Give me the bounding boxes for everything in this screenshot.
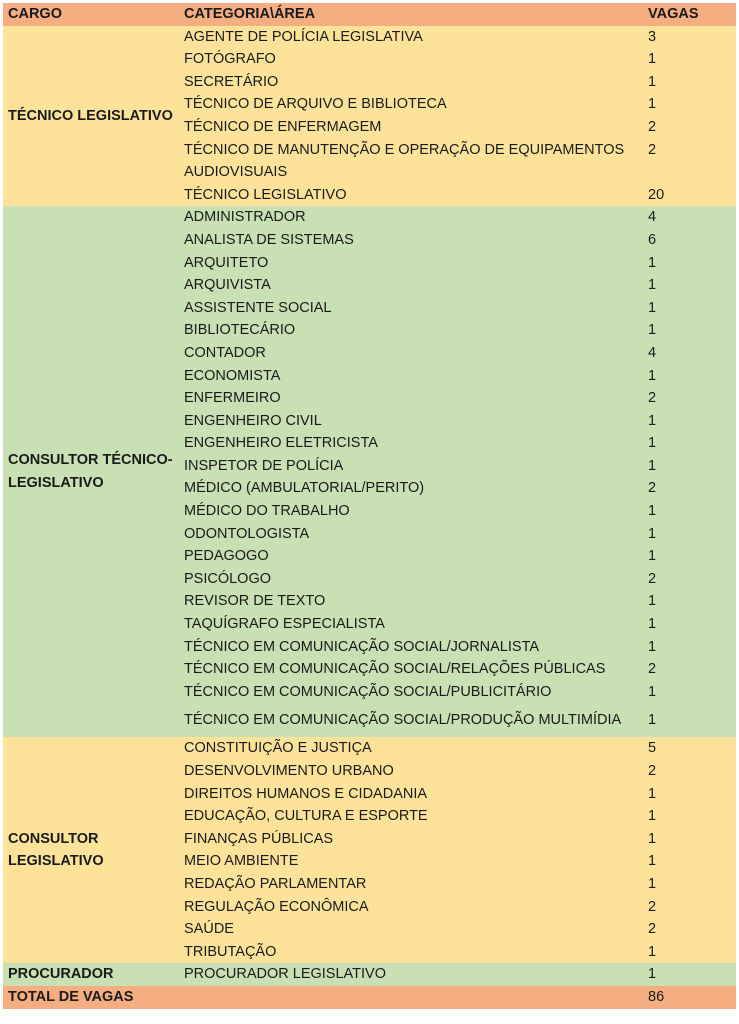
categoria-cell: TÉCNICO DE MANUTENÇÃO E OPERAÇÃO DE EQUIPAMENTOS [184, 141, 625, 158]
vagas-cell: 2 [648, 390, 657, 407]
vagas-cell: 2 [648, 480, 657, 497]
categoria-cell: SECRETÁRIO [184, 73, 279, 90]
vagas-cell: 2 [648, 921, 657, 938]
categoria-cell: TÉCNICO EM COMUNICAÇÃO SOCIAL/PUBLICITÁRIO [184, 683, 552, 700]
categoria-cell: TÉCNICO LEGISLATIVO [184, 186, 347, 203]
categoria-cell: MÉDICO DO TRABALHO [184, 503, 350, 520]
categoria-cell: ASSISTENTE SOCIAL [184, 299, 332, 316]
categoria-cell: SAÚDE [184, 921, 234, 938]
vagas-cell: 1 [648, 503, 657, 520]
table-row [3, 737, 736, 760]
vagas-cell: 2 [648, 141, 657, 158]
vagas-cell: 4 [648, 209, 657, 226]
categoria-cell: ARQUIVISTA [184, 277, 271, 294]
vagas-cell: 1 [648, 277, 657, 294]
table-row [3, 206, 736, 229]
header-vagas: VAGAS [648, 6, 699, 22]
vagas-cell: 1 [648, 875, 657, 892]
categoria-cell: TÉCNICO EM COMUNICAÇÃO SOCIAL/PRODUÇÃO MULTIMÍDIA [184, 712, 622, 729]
vagas-cell: 1 [648, 96, 657, 113]
vagas-cell: 1 [648, 853, 657, 870]
header-cargo: CARGO [8, 6, 62, 22]
vagas-cell: 2 [648, 570, 657, 587]
categoria-cell: TÉCNICO DE ENFERMAGEM [184, 118, 382, 135]
table-header-row [3, 3, 736, 26]
vagas-cell: 1 [648, 299, 657, 316]
categoria-cell: FOTÓGRAFO [184, 51, 276, 68]
vagas-cell: 1 [648, 73, 657, 90]
vagas-cell: 1 [648, 412, 657, 429]
vagas-cell: 4 [648, 344, 657, 361]
vagas-cell: 1 [648, 683, 657, 700]
vagas-cell: 1 [648, 966, 657, 983]
total-label: TOTAL DE VAGAS [8, 988, 134, 1005]
categoria-cell: CONTADOR [184, 344, 266, 361]
vagas-cell: 1 [648, 548, 657, 565]
vagas-cell: 1 [648, 435, 657, 452]
categoria-cell: TRIBUTAÇÃO [184, 943, 277, 960]
categoria-cell: MEIO AMBIENTE [184, 853, 299, 870]
vacancies-table [3, 3, 736, 1009]
vagas-cell: 20 [648, 186, 665, 203]
vagas-cell: 2 [648, 763, 657, 779]
vagas-cell: 1 [648, 830, 657, 847]
vagas-cell: 1 [648, 616, 657, 633]
cargo-cell: TÉCNICO LEGISLATIVO [8, 107, 173, 124]
categoria-cell: TÉCNICO EM COMUNICAÇÃO SOCIAL/JORNALISTA [184, 638, 540, 655]
categoria-cell: CONSTITUIÇÃO E JUSTIÇA [184, 740, 372, 757]
categoria-cell: ENGENHEIRO CIVIL [184, 412, 322, 429]
total-vagas: 86 [648, 988, 665, 1005]
vagas-cell: 3 [648, 28, 657, 45]
vacancies-document [3, 3, 736, 1009]
categoria-cell: TAQUÍGRAFO ESPECIALISTA [184, 616, 385, 633]
vagas-cell: 1 [648, 638, 657, 655]
vagas-cell: 1 [648, 808, 657, 825]
vagas-cell: 1 [648, 51, 657, 68]
categoria-cell: REVISOR DE TEXTO [184, 593, 326, 610]
vagas-cell: 1 [648, 525, 657, 542]
vagas-cell-empty [643, 161, 736, 184]
categoria-cell: PSICÓLOGO [184, 570, 272, 587]
categoria-cell: MÉDICO (AMBULATORIAL/PERITO) [184, 480, 425, 497]
cargo-cell: CONSULTOR LEGISLATIVO [8, 830, 104, 870]
categoria-cell: ENGENHEIRO ELETRICISTA [184, 435, 378, 452]
table-row [3, 26, 736, 49]
vagas-cell: 6 [648, 231, 657, 248]
categoria-cell-continuation: AUDIOVISUAIS [184, 164, 288, 181]
categoria-cell: ECONOMISTA [184, 367, 281, 384]
categoria-cell: TÉCNICO EM COMUNICAÇÃO SOCIAL/RELAÇÕES PÚBLICAS [184, 661, 606, 678]
vagas-cell: 5 [648, 740, 657, 757]
categoria-cell: REDAÇÃO PARLAMENTAR [184, 875, 367, 892]
categoria-cell: ODONTOLOGISTA [184, 525, 310, 542]
vagas-cell: 2 [648, 118, 657, 135]
categoria-cell: PROCURADOR LEGISLATIVO [184, 966, 386, 983]
vagas-cell: 1 [648, 322, 657, 339]
categoria-cell: ENFERMEIRO [184, 390, 281, 407]
vagas-cell: 1 [648, 785, 657, 802]
vagas-cell: 1 [648, 367, 657, 384]
categoria-cell: DIREITOS HUMANOS E CIDADANIA [184, 785, 428, 802]
cargo-cell: CONSULTOR TÉCNICO- LEGISLATIVO [8, 452, 173, 491]
categoria-cell: ADMINISTRADOR [184, 209, 306, 226]
categoria-cell: ARQUITETO [184, 254, 269, 271]
categoria-cell: TÉCNICO DE ARQUIVO E BIBLIOTECA [184, 96, 447, 113]
total-row [3, 986, 736, 1009]
vagas-cell: 2 [648, 661, 657, 678]
categoria-cell: AGENTE DE POLÍCIA LEGISLATIVA [184, 28, 423, 45]
vagas-cell: 1 [648, 712, 657, 729]
vagas-cell: 1 [648, 943, 657, 960]
categoria-cell: EDUCAÇÃO, CULTURA E ESPORTE [184, 808, 428, 825]
table-body [3, 26, 736, 986]
categoria-cell: DESENVOLVIMENTO URBANO [184, 763, 394, 779]
categoria-cell: BIBLIOTECÁRIO [184, 322, 296, 339]
categoria-cell: FINANÇAS PÚBLICAS [184, 830, 334, 847]
vagas-cell: 1 [648, 593, 657, 610]
total-spacer [179, 986, 643, 1009]
categoria-cell: ANALISTA DE SISTEMAS [184, 231, 354, 248]
vagas-cell: 1 [648, 457, 657, 474]
cargo-cell: PROCURADOR [8, 966, 114, 983]
categoria-cell: INSPETOR DE POLÍCIA [184, 457, 344, 474]
header-categoria: CATEGORIA\ÁREA [184, 6, 316, 22]
table-row [3, 963, 736, 986]
categoria-cell: PEDAGOGO [184, 548, 269, 565]
vagas-cell: 1 [648, 254, 657, 271]
categoria-cell: REGULAÇÃO ECONÔMICA [184, 898, 369, 915]
vagas-cell: 2 [648, 898, 657, 915]
